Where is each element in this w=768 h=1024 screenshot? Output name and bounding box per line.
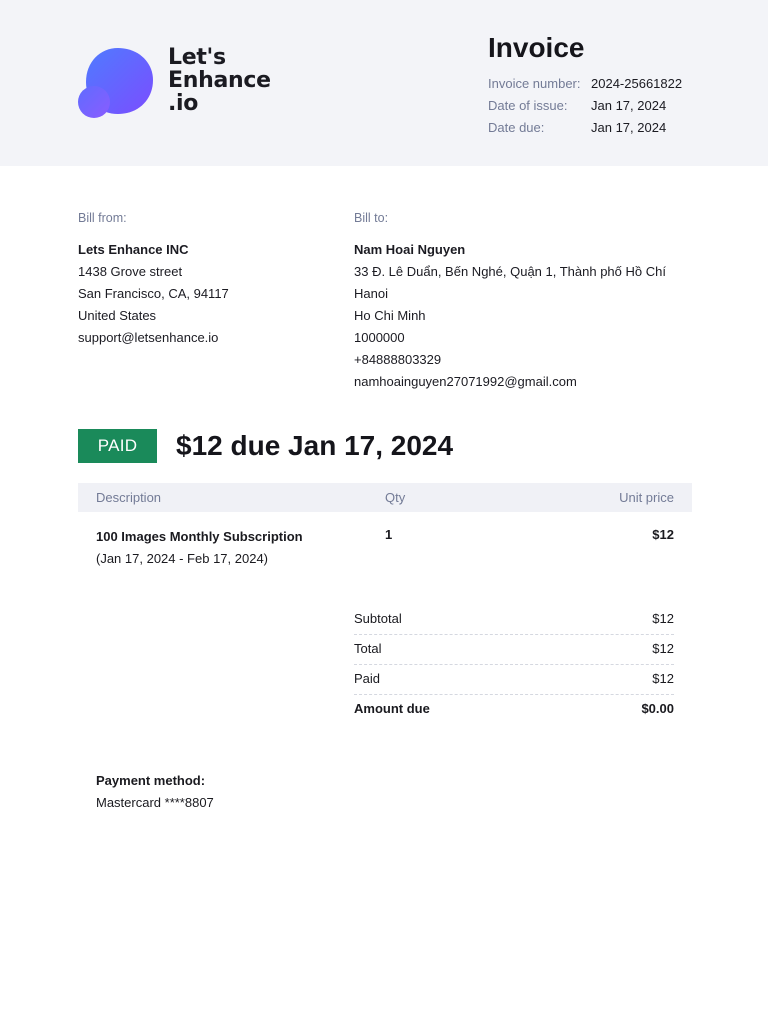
bill-from-email: support@letsenhance.io	[78, 330, 219, 345]
bill-to-line: Hanoi	[354, 286, 388, 301]
item-description	[96, 526, 376, 570]
total-row-total	[354, 635, 674, 665]
payment-method-label: Payment method:	[96, 773, 206, 788]
meta-label: Invoice number:	[488, 76, 581, 91]
bill-from-line: United States	[78, 308, 157, 323]
bill-from-section	[78, 209, 338, 351]
total-label: Paid	[354, 671, 381, 686]
bill-to-line: 33 Đ. Lê Duẩn, Bến Nghé, Quận 1, Thành phố Hồ Chí	[354, 264, 666, 279]
total-row-subtotal	[354, 605, 674, 635]
table-row	[78, 526, 692, 576]
column-header-qty: Qty	[385, 490, 406, 505]
total-value: $12	[652, 671, 674, 686]
meta-value: Jan 17, 2024	[591, 120, 667, 135]
paid-status-badge: PAID	[78, 429, 157, 463]
item-period: (Jan 17, 2024 - Feb 17, 2024)	[96, 551, 269, 566]
total-label: Total	[354, 641, 382, 656]
total-value: $12	[652, 641, 674, 656]
meta-value: 2024-25661822	[591, 76, 683, 91]
meta-value: Jan 17, 2024	[591, 98, 667, 113]
bill-from-heading: Bill from:	[78, 211, 127, 225]
bill-from-line: 1438 Grove street	[78, 264, 183, 279]
items-table-header	[78, 483, 692, 512]
bill-to-line: Ho Chi Minh	[354, 308, 426, 323]
total-label: Amount due	[354, 701, 430, 716]
logo-line: .io	[168, 91, 199, 116]
totals-summary	[354, 605, 674, 725]
column-header-description: Description	[96, 490, 162, 505]
logo-blob-icon	[78, 44, 154, 120]
column-header-unit-price: Unit price	[619, 490, 674, 505]
total-value: $12	[652, 611, 674, 626]
bill-to-phone: +84888803329	[354, 352, 442, 367]
item-unit-price: $12	[652, 527, 674, 542]
meta-label: Date due:	[488, 120, 545, 135]
bill-to-email: namhoainguyen27071992@gmail.com	[354, 374, 577, 389]
total-label: Subtotal	[354, 611, 402, 626]
item-qty: 1	[385, 527, 393, 542]
bill-to-section	[354, 209, 694, 395]
bill-to-line: 1000000	[354, 330, 405, 345]
payment-method-value: Mastercard ****8807	[96, 795, 214, 810]
bill-to-heading: Bill to:	[354, 211, 389, 225]
meta-label: Date of issue:	[488, 98, 568, 113]
invoice-title: Invoice	[488, 32, 585, 63]
logo-wordmark	[168, 46, 271, 115]
amount-due-headline: $12 due Jan 17, 2024	[176, 430, 454, 461]
bill-to-name: Nam Hoai Nguyen	[354, 242, 466, 257]
logo	[78, 44, 288, 120]
total-value: $0.00	[641, 701, 674, 716]
bill-from-name: Lets Enhance INC	[78, 242, 189, 257]
logo-line: Enhance	[168, 68, 271, 93]
total-row-amount-due	[354, 695, 674, 725]
bill-from-line: San Francisco, CA, 94117	[78, 286, 229, 301]
payment-method-section	[96, 772, 214, 812]
item-name: 100 Images Monthly Subscription	[96, 529, 303, 544]
total-row-paid	[354, 665, 674, 695]
logo-line: Let's	[168, 45, 226, 70]
invoice-header	[0, 0, 768, 166]
